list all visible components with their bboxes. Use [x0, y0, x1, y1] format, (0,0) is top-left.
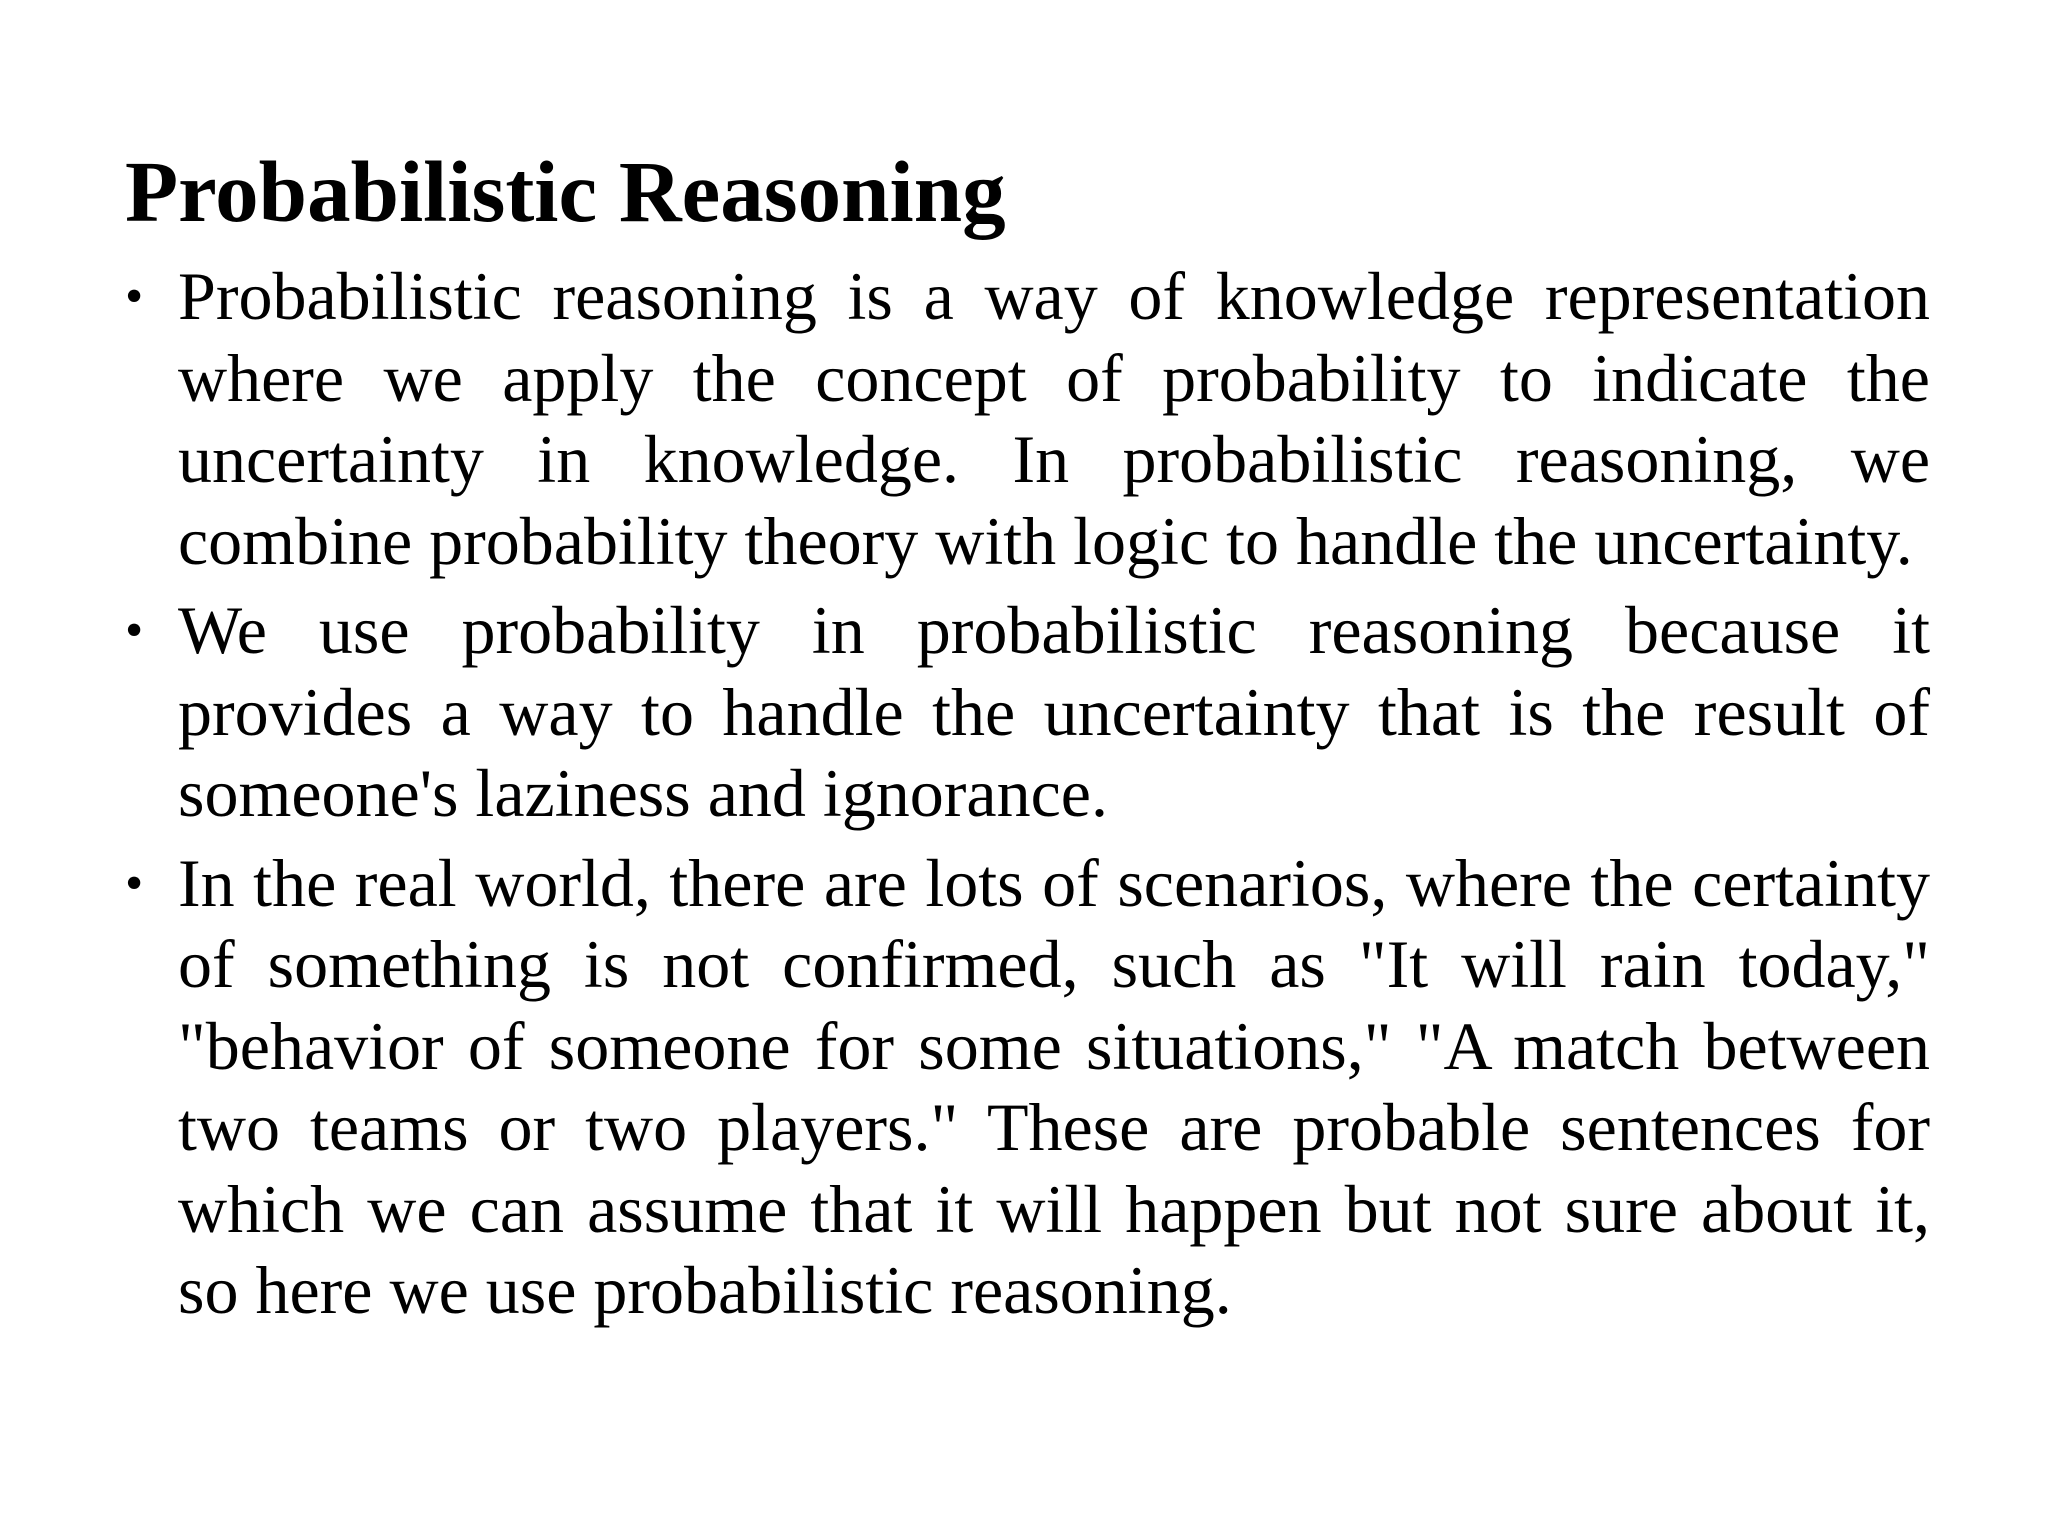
bullet-marker: •: [125, 602, 144, 659]
bullet-marker: •: [125, 854, 144, 912]
bullet-item: [125, 843, 1930, 1332]
bullet-list: [125, 256, 1930, 1340]
bullet-item: [125, 256, 1930, 582]
bullet-text: In the real world, there are lots of scenarios, where the certainty of something is not confirmed, such as "It will rain today," "behavior of someone for some situations," "A match between two teams or two players." These are probable sentences for which we can assume that it will happen but not sure about it, so here we use probabilistic reasoning.: [178, 844, 1930, 1328]
slide-title: Probabilistic Reasoning: [125, 143, 1006, 240]
bullet-item: [125, 590, 1930, 835]
bullet-marker: •: [125, 268, 144, 325]
bullet-text: Probabilistic reasoning is a way of knowledge representation where we apply the concept of probability to indicate the uncertainty in knowledge. In probabilistic reasoning, we combine probability theory with logic to handle the uncertainty.: [178, 258, 1930, 579]
bullet-text: We use probability in probabilistic reasoning because it provides a way to handle the uncertainty that is the result of someone's laziness and ignorance.: [178, 592, 1930, 831]
